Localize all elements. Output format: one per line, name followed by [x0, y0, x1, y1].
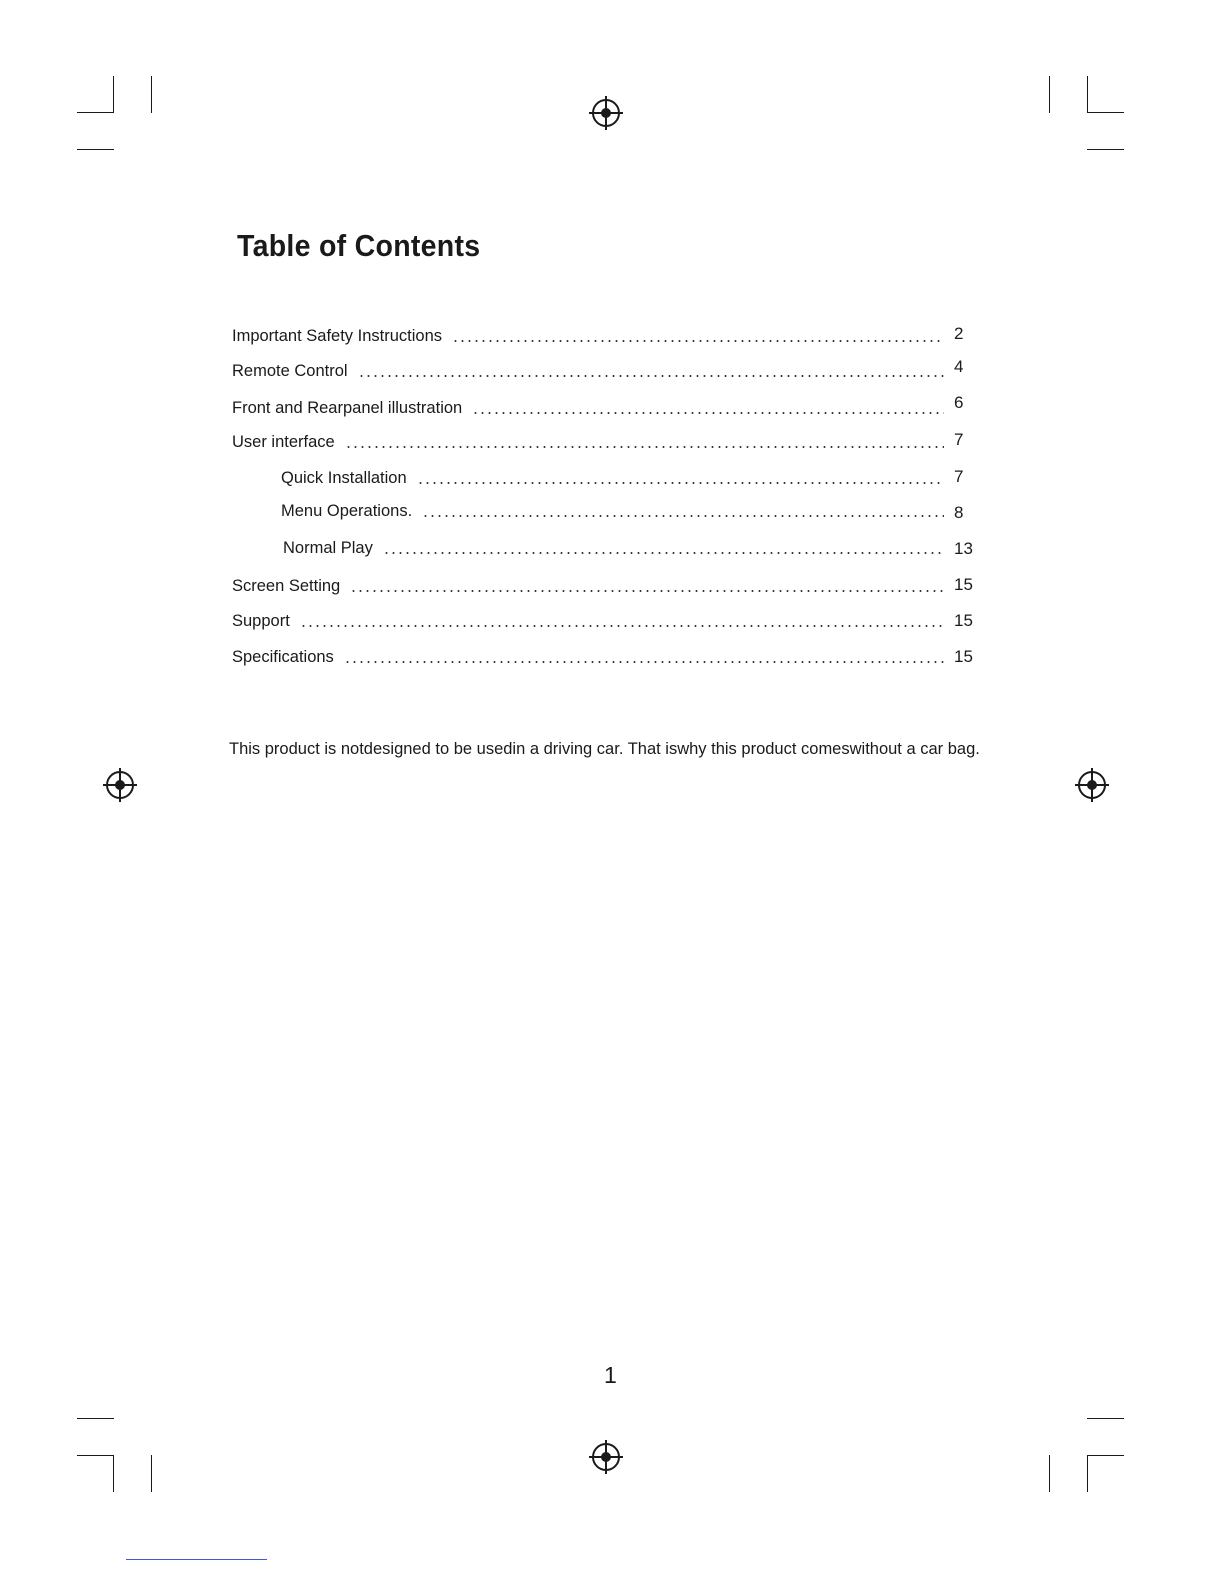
- toc-page-number: 7: [954, 467, 964, 486]
- toc-entry-label: Screen Setting: [232, 577, 341, 595]
- page-title: Table of Contents: [237, 228, 481, 263]
- toc-entry-remote-control[interactable]: [232, 357, 944, 381]
- toc-entry-label: Front and Rearpanel illustration: [232, 399, 463, 417]
- toc-page-number: 13: [954, 539, 973, 558]
- toc-leader-dots: [383, 552, 944, 554]
- toc-leader-dots: [350, 590, 944, 592]
- toc-leader-dots: [358, 375, 944, 377]
- toc-entry-label: Normal Play: [283, 539, 373, 557]
- crop-mark-bottom-right-h: [1087, 1455, 1124, 1456]
- toc-entry-user-interface[interactable]: [232, 428, 944, 452]
- toc-leader-dots: [344, 661, 944, 663]
- toc-entry-label: Support: [232, 612, 290, 630]
- toc-page-number: 15: [954, 575, 973, 594]
- registration-mark-icon: [588, 1439, 624, 1475]
- crop-mark-bottom-right-h2: [1087, 1418, 1124, 1419]
- toc-leader-dots: [300, 625, 944, 627]
- table-of-contents: [0, 0, 1224, 700]
- toc-entry-label: Important Safety Instructions: [232, 327, 443, 345]
- toc-leader-dots: [417, 482, 944, 484]
- toc-entry-label: User interface: [232, 433, 335, 451]
- toc-page-number: 4: [954, 357, 964, 376]
- toc-entry-screen-setting[interactable]: [232, 572, 944, 596]
- toc-entry-label: Quick Installation: [281, 469, 407, 487]
- toc-page-number: 15: [954, 647, 973, 666]
- registration-mark-icon: [1074, 767, 1110, 803]
- crop-mark-bottom-left-v2: [151, 1455, 152, 1492]
- toc-page-number: 7: [954, 430, 964, 449]
- toc-leader-dots: [345, 446, 944, 448]
- page-number: 1: [604, 1362, 617, 1388]
- toc-entry-label: Remote Control: [232, 362, 348, 380]
- toc-entry-support[interactable]: [232, 607, 944, 631]
- toc-page-number: 8: [954, 503, 964, 522]
- toc-entry-label: Specifications: [232, 648, 334, 666]
- crop-mark-bottom-right-v2: [1049, 1455, 1050, 1492]
- crop-mark-bottom-left-h2: [77, 1418, 114, 1419]
- crop-mark-bottom-left-h: [77, 1455, 114, 1456]
- toc-entry-quick-installation[interactable]: [281, 464, 944, 488]
- toc-page-number: 2: [954, 324, 964, 343]
- toc-entry-label: Menu Operations.: [281, 502, 413, 520]
- toc-entry-menu-operations[interactable]: [281, 497, 944, 521]
- toc-entry-normal-play[interactable]: [283, 534, 944, 558]
- toc-entry-safety[interactable]: [232, 322, 944, 346]
- toc-entry-panel-illustration[interactable]: [232, 394, 944, 418]
- crop-mark-bottom-left-v: [113, 1455, 114, 1492]
- toc-leader-dots: [452, 340, 944, 342]
- toc-leader-dots: [472, 412, 944, 414]
- toc-entry-specifications[interactable]: [232, 643, 944, 667]
- toc-leader-dots: [422, 515, 944, 517]
- toc-page-number: 6: [954, 393, 964, 412]
- product-note: This product is notdesigned to be usedin a driving car. That iswhy this product comeswithout a car bag.: [229, 740, 980, 758]
- crop-mark-bottom-right-v: [1087, 1455, 1088, 1492]
- registration-mark-icon: [102, 767, 138, 803]
- link-underline: [126, 1559, 267, 1560]
- toc-page-number: 15: [954, 611, 973, 630]
